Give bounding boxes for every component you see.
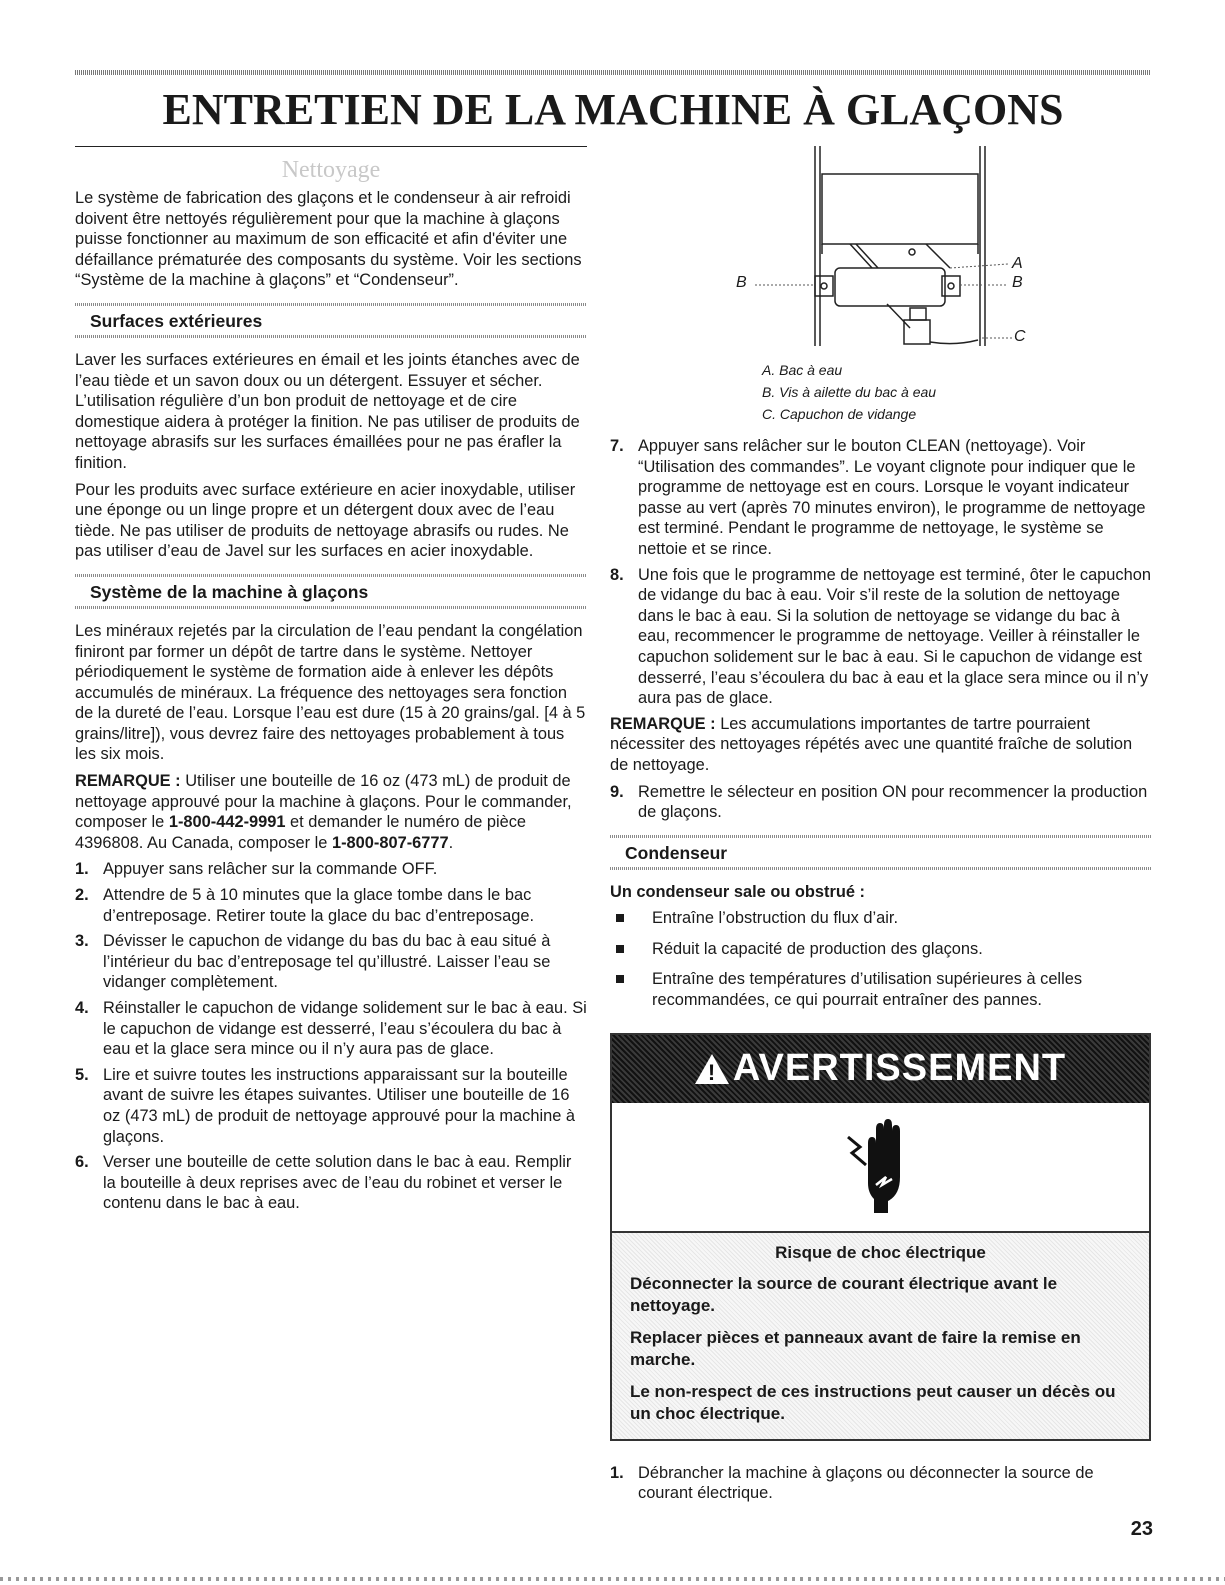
condenseur-lead: Un condenseur sale ou obstrué : [610, 882, 866, 901]
systeme-paragraph: Les minéraux rejetés par la circulation de l’eau pendant la congélation finiront par former un dépôt de tartre dans le système. Nettoyer périodiquement le système de formation aide à enlever les dépôts accumulés de minéraux. La fréquence des nettoyages sera fonction de la dureté de l’eau. Lorsque l’eau est dure (15 à 20 grains/gal. [4 à 5 grains/litre]), vous devrez faire des nettoyages probablement à tous les six mois. [75, 621, 586, 764]
intro-paragraph: Le système de fabrication des glaçons et le condenseur à air refroidi doivent être nettoyés régulièrement pour que la machine à glaçons puisse fonctionner au maximum de son efficacité et afin d'éviter une défaillance prématurée des composants du système. Voir les sections “Système de la machine à glaçons” et “Condenseur”. [75, 189, 582, 290]
list-item: 1. Appuyer sans relâcher sur la commande OFF. [75, 860, 438, 879]
systeme-heading [75, 574, 587, 609]
step-9-list [610, 782, 1151, 823]
final-step-list [610, 1463, 1151, 1504]
warning-body [612, 1233, 1149, 1439]
surfaces-paragraph-2: Pour les produits avec surface extérieure en acier inoxydable, utiliser une éponge ou un linge propre et un détergent doux avec de l’eau tiède. Ne pas utiliser de produits de nettoyage abrasifs ou rudes. Ne pas utiliser d’eau de Javel sur les surfaces en acier inoxydable. [75, 480, 576, 561]
condenseur-bullets [610, 908, 1151, 1010]
bullet-square-icon [616, 914, 624, 922]
section-title: Nettoyage [281, 157, 381, 183]
condenseur-title: Condenseur [625, 842, 728, 863]
steps-list-right [610, 436, 1151, 709]
bullet-square-icon [616, 945, 624, 953]
list-item: 1. Débrancher la machine à glaçons ou déconnecter la source de courant électrique. [610, 1463, 1094, 1503]
list-item: Entraîne l’obstruction du flux d’air. [610, 908, 1151, 929]
list-item: 6. Verser une bouteille de cette solution dans le bac à eau. Remplir la bouteille à deux reprises avec de l’eau du robinet et verser le contenu dans le bac à eau. [75, 1153, 572, 1213]
warning-box [610, 1033, 1151, 1441]
warning-title: AVERTISSEMENT [732, 1047, 1067, 1090]
warning-triangle-icon: ! [695, 1054, 729, 1084]
systeme-title: Système de la machine à glaçons [90, 581, 369, 602]
list-item: 4. Réinstaller le capuchon de vidange solidement sur le bac à eau. Si le capuchon de vidange est desserré, l’eau s’écoulera du bac à eau et la glace sera mince ou il n’y aura pas de glace. [75, 999, 587, 1059]
top-rule [75, 70, 1151, 75]
warning-line-3: Le non-respect de ces instructions peut causer un décès ou un choc électrique. [630, 1381, 1116, 1423]
water-trough-diagram [610, 146, 1151, 358]
remarque-label: REMARQUE : [75, 772, 181, 791]
list-item: 3. Dévisser le capuchon de vidange du bas du bac à eau situé à l’intérieur du bac d’entreposage tel qu’illustré. Laisser l’eau se vidanger complètement. [75, 932, 551, 992]
page-number: 23 [1130, 1518, 1153, 1540]
surfaces-title: Surfaces extérieures [90, 310, 263, 331]
bullet-square-icon [616, 975, 624, 983]
phone-number-1: 1-800-442-9991 [168, 813, 286, 832]
list-item: 9. Remettre le sélecteur en position ON pour recommencer la production de glaçons. [610, 782, 1148, 822]
diagram-illustration [610, 146, 1151, 358]
warning-line-1: Déconnecter la source de courant électrique avant le nettoyage. [630, 1273, 1058, 1315]
list-item: Entraîne des températures d’utilisation supérieures à celles recommandées, ce qui pourrait entraîner des pannes. [610, 969, 1151, 1010]
diagram-label-b-left: B [736, 274, 747, 291]
remarque-2-label: REMARQUE : [610, 714, 716, 733]
remarque-paragraph: REMARQUE : Utiliser une bouteille de 16 oz (473 mL) de produit de nettoyage approuvé pour la machine à glaçons. Pour le commander, composer le 1-800-442-9991 et demander le numéro de pièce 4396808. Au Canada, composer le 1-800-807-6777. [75, 772, 572, 852]
surfaces-paragraph-1: Laver les surfaces extérieures en émail et les joints étanches avec de l’eau tiède et un savon doux ou un détergent. Essuyer et sécher. L’utilisation régulière d’un bon produit de nettoyage et de cire domestique aidera à protéger la finition. Ne pas utiliser de produits de nettoyage abrasifs sur les surfaces émaillées pour ne pas érafler la finition. [75, 350, 580, 472]
condenseur-heading [610, 835, 1151, 870]
warning-risk: Risque de choc électrique [775, 1242, 986, 1262]
left-column [75, 146, 587, 1219]
diagram-label-b-right: B [1012, 274, 1023, 291]
diagram-caption-a: A. Bac à eau [762, 362, 843, 378]
list-item: Réduit la capacité de production des glaçons. [610, 939, 1151, 960]
list-item: 5. Lire et suivre toutes les instructions apparaissant sur la bouteille avant de suivre les étapes suivantes. Utiliser une bouteille de 16 oz (473 mL) de produit de nettoyage approuvé pour la machine à glaçons. [75, 1065, 575, 1146]
warning-header [612, 1035, 1149, 1103]
section-rule [75, 146, 587, 147]
footer-rule [0, 1577, 1225, 1581]
list-item: 2. Attendre de 5 à 10 minutes que la glace tombe dans le bac d’entreposage. Retirer toute la glace du bac d’entreposage. [75, 886, 534, 925]
diagram-caption-b: B. Vis à ailette du bac à eau [762, 384, 937, 400]
steps-list-left [75, 859, 587, 1214]
electric-shock-hand-icon [846, 1117, 916, 1217]
diagram-label-c: C [1014, 328, 1026, 345]
page-title: ENTRETIEN DE LA MACHINE À GLAÇONS [162, 85, 1064, 134]
diagram-label-a: A [1012, 255, 1023, 272]
right-column [610, 146, 1151, 1509]
diagram-caption-c: C. Capuchon de vidange [762, 406, 917, 422]
surfaces-heading [75, 303, 587, 338]
remarque-2-paragraph: REMARQUE : Les accumulations importantes de tartre pourraient nécessiter des nettoyages répétés avec une quantité fraîche de solution de nettoyage. [610, 714, 1133, 774]
list-item: 8. Une fois que le programme de nettoyage est terminé, ôter le capuchon de vidange du bac à eau. Voir s’il reste de la solution de nettoyage dans le bac à eau. Si la solution de nettoyage se vidange du bac à eau, recommencer le programme de nettoyage. Veiller à réinstaller le capuchon solidement sur le bac à eau. Si le capuchon de vidange est desserré, l’eau s’écoulera du bac à eau et la glace sera mince ou il n’y aura pas de glace. [610, 565, 1151, 708]
phone-number-2: 1-800-807-6777 [331, 833, 449, 852]
warning-line-2: Replacer pièces et panneaux avant de faire la remise en marche. [630, 1327, 1081, 1369]
list-item: 7. Appuyer sans relâcher sur le bouton CLEAN (nettoyage). Voir “Utilisation des commandes”. Le voyant clignote pour indiquer que le programme de nettoyage est en cours. Lorsque le voyant indicateur passe au vert (après 70 minutes environ), le programme de nettoyage est terminé. Pendant le programme de nettoyage, le système se nettoie et se rince. [610, 437, 1146, 558]
